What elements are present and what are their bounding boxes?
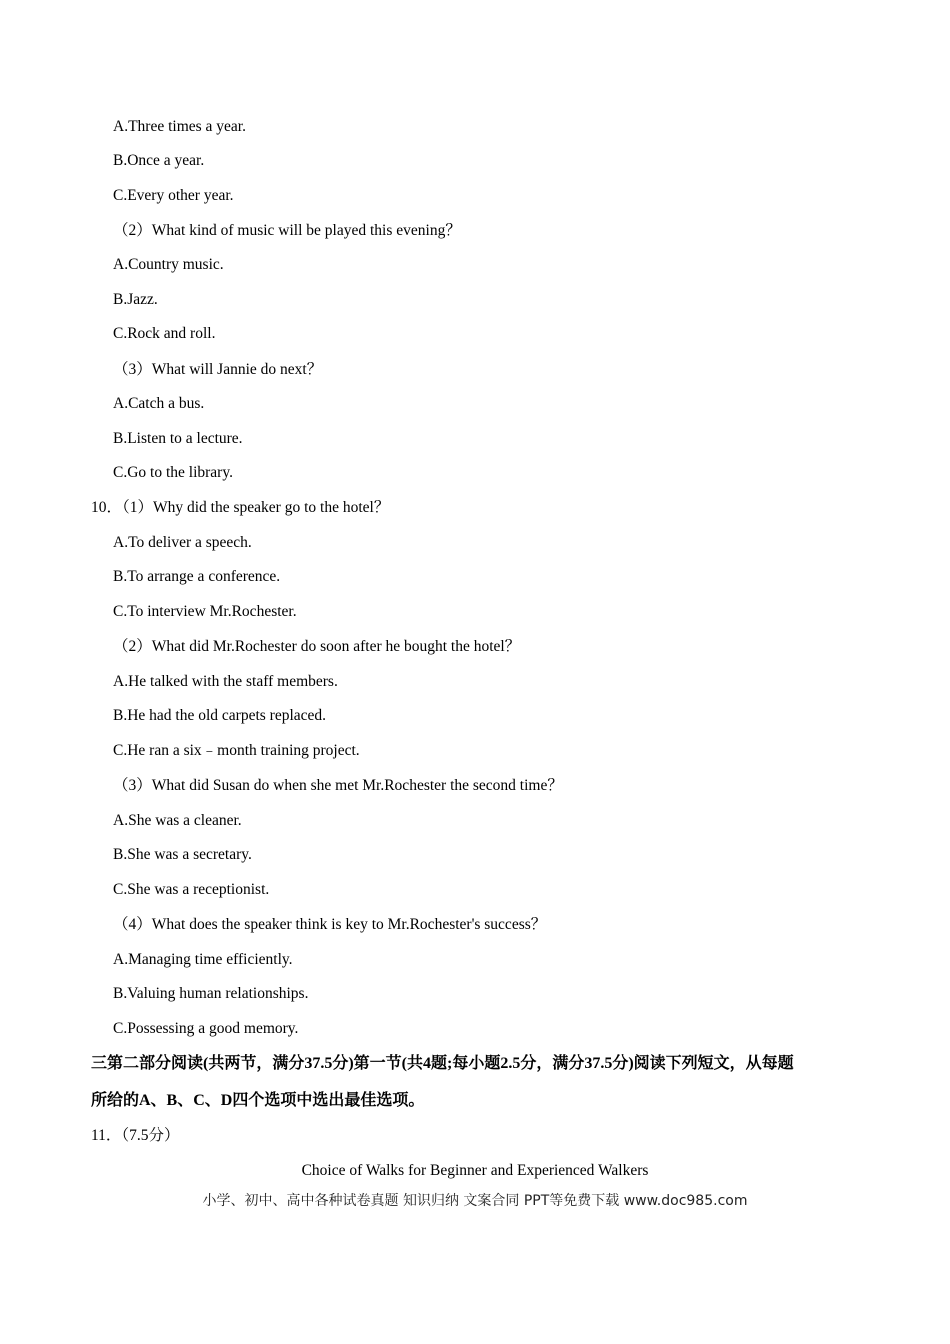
section-heading: 三第二部分阅读(共两节，满分37.5分)第一节(共4题;每小题2.5分，满分37.5分)阅读下列短文，从每题 [91,1055,794,1072]
option-b: B.Listen to a lecture. [113,430,243,447]
option-c: C.To interview Mr.Rochester. [113,603,297,620]
option-a: A.He talked with the staff members. [113,673,338,690]
question-stem: 11．（7.5分） [91,1127,180,1144]
option-b: B.Jazz. [113,291,158,308]
option-c: C.Go to the library. [113,464,233,481]
option-c: C.Every other year. [113,187,234,204]
option-c: C.She was a receptionist. [113,881,270,898]
option-b: B.He had the old carpets replaced. [113,707,327,724]
option-b: B.She was a secretary. [113,846,252,863]
sub-question: （2）What kind of music will be played this evening？ [113,222,461,239]
option-a: A.Catch a bus. [113,395,205,412]
option-c: C.Rock and roll. [113,325,216,342]
passage-title: Choice of Walks for Beginner and Experienced Walkers [301,1162,649,1179]
footer-watermark: 小学、初中、高中各种试卷真题 知识归纳 文案合同 PPT等免费下载 www.doc985.com [202,1193,748,1209]
option-b: B.To arrange a conference. [113,568,281,585]
question-stem: 10．（1）Why did the speaker go to the hotel？ [91,499,390,516]
option-c: C.Possessing a good memory. [113,1020,299,1037]
sub-question: （3）What will Jannie do next？ [113,361,323,378]
option-a: A.Three times a year. [113,118,246,135]
option-a: A.She was a cleaner. [113,812,242,829]
option-a: A.Managing time efficiently. [113,951,293,968]
section-heading-continued: 所给的A、B、C、D四个选项中选出最佳选项。 [91,1092,425,1109]
sub-question: （4）What does the speaker think is key to Mr.Rochester's success？ [113,916,547,933]
option-b: B.Valuing human relationships. [113,985,309,1002]
option-a: A.Country music. [113,256,224,273]
option-a: A.To deliver a speech. [113,534,252,551]
sub-question: （3）What did Susan do when she met Mr.Rochester the second time？ [113,777,563,794]
option-c: C.He ran a six﹣month training project. [113,742,360,759]
sub-question: （2）What did Mr.Rochester do soon after he bought the hotel？ [113,638,521,655]
option-b: B.Once a year. [113,152,205,169]
